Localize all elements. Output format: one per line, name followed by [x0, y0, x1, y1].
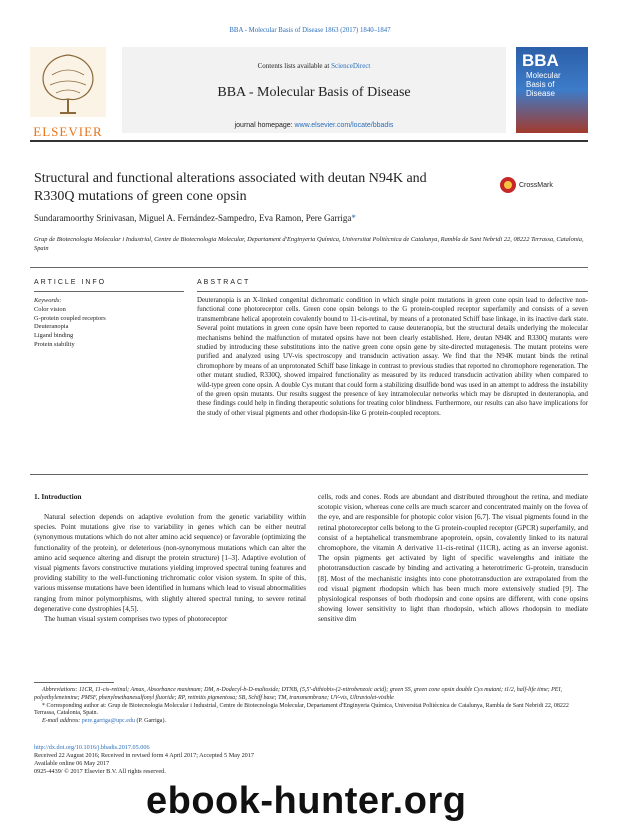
abstract-heading: ABSTRACT: [197, 279, 251, 286]
header-rule: [30, 140, 588, 142]
affiliation-rule: [30, 267, 588, 268]
cover-sub2: Basis of: [526, 80, 555, 89]
crossmark-icon: [500, 177, 516, 193]
keyword-item: G-protein coupled receptors: [34, 314, 106, 322]
crossmark-button[interactable]: [500, 177, 553, 193]
keyword-item: Deuteranopia: [34, 323, 69, 331]
contents-prefix: Contents lists available at: [257, 62, 332, 70]
intro-paragraph: The human visual system comprises two types of photoreceptor: [44, 615, 228, 624]
article-info-rule: [34, 291, 184, 292]
intro-heading: 1. Introduction: [34, 492, 82, 501]
footnote-rule: [34, 682, 114, 683]
article-info-heading: ARTICLE INFO: [34, 279, 107, 286]
intro-left-column: [34, 512, 306, 624]
cover-sub3: Disease: [526, 89, 555, 98]
copyright: 0925-4439/ © 2017 Elsevier B.V. All rights reserved.: [34, 768, 166, 775]
cover-sub1: Molecular: [526, 71, 561, 80]
footnotes: [34, 687, 588, 726]
elsevier-tree-icon: [30, 47, 106, 117]
email-link[interactable]: pere.garriga@upc.edu: [81, 718, 135, 725]
article-title: [34, 170, 474, 206]
journal-homepage: [122, 122, 506, 129]
keyword-item: Ligand binding: [34, 332, 74, 340]
keywords-label: Keywords:: [34, 297, 62, 304]
crossmark-label: CrossMark: [519, 181, 553, 189]
elsevier-wordmark: ELSEVIER: [33, 124, 103, 139]
homepage-label: journal homepage:: [234, 122, 295, 129]
email-footnote: [34, 718, 588, 726]
contents-available: [122, 62, 506, 71]
article-title-line2: R330Q mutations of green cone opsin: [34, 189, 247, 204]
intro-right-column: [318, 492, 588, 625]
keyword-item: Protein stability: [34, 340, 75, 348]
keywords-block: [34, 297, 184, 350]
abstract-bottom-rule: [30, 474, 588, 475]
email-label: E-mail address:: [42, 718, 82, 725]
watermark: ebook-hunter.org: [146, 780, 467, 822]
abstract-rule: [197, 291, 588, 292]
intro-paragraph: Natural selection depends on adaptive evolution from the genetic variability within species. Point mutations give rise to variability in genes which can be either neutral (synonymous mutations which do not alter amino acid sequence) or favorable (optimizing the functionality of the protein), or deleterious (non-synonymous mutations which can alter the amino acid sequence altering and disrupt the protein structure) [1–3]. Adaptive evolution of visual pigments favors constructive mutations yielding improved spectral tuning features and providing stability to the well-functioning trichromatic color vision system. In spite of this, various missense mutations have been identified in humans which lead to visual abnormalities ranging from minor polymorphisms, with slightly altered spectral tuning, to severe retinal degenerative cone dystrophies [4,5].: [34, 513, 306, 613]
received-dates: Received 22 August 2016; Received in revised form 4 April 2017; Accepted 5 May 2017: [34, 752, 254, 759]
corresponding-footnote: * Corresponding author at: Grup de Biotecnologia Molecular i Industrial, Centre de Biotecnologia Molecular, Departament d'Enginyeria Química, Universitat Politècnica de Catalunya, Rambla de Sant Nebridi 22, 08222 Terrassa, Catalonia, Spain.: [34, 702, 569, 717]
publication-info: [34, 744, 434, 776]
doi-link[interactable]: http://dx.doi.org/10.1016/j.bbadis.2017.05.006: [34, 744, 150, 751]
abstract-text: Deuteranopia is an X-linked congenital dichromatic condition in which single point mutations in green cone opsin lead to defective non-functional cone photoreceptor cells. Green cone opsin belongs to the G protein-coupled receptor superfamily and consists of a seven transmembrane helical apoprotein covalently bound to 11-cis-retinal, by means of a protonated Schiff base linkage, in its inactive dark state. Several point mutations in green cone opsin have been reported to cause deuteranopia, but the structural details underlying the molecular mechanisms behind the malfunction of mutated opsins have not been clearly established. Here, deutan N94K and R330Q mutants were studied by introducing these substitutions into the native green cone opsin gene by site-directed mutagenesis. The mutant proteins were purified and analyzed using UV-vis spectroscopy and transducin activation assay. We find that the N94K mutant binds the retinal chromophore by means of an unprotonated Schiff base linkage in contrast to previous studies that reported no chromophore regeneration. The other mutant studied, R330Q, showed impaired functionality as measured by its reduced transducin activation ability when compared to wild-type green cone opsin. A double Cys mutant that could form a stabilizing disulfide bond was used in an attempt to address the instability of the green opsin mutants. Our results suggest the presence of key intramolecular networks which may be disrupted in deuteranopia, and these findings could help in finding therapeutic solutions for treating color blindness. Furthermore, our results can also have implications for the study of other visual pigments and other rhodopsin-like G protein-coupled receptors.: [197, 297, 588, 417]
elsevier-logo: [30, 47, 106, 139]
sciencedirect-link[interactable]: ScienceDirect: [331, 62, 371, 70]
abbreviations-footnote: Abbreviations: 11CR, 11-cis-retinal; Amax, Absorbance maximum; DM, n-Dodecyl-b-D-maltoside; DTNB, (5,5'-dithiobis-(2-nitrobenzoic acid); green SS, green cone opsin double Cys mutant; t1/2, half-life time; PEI, polyethyleneimine; PMSF, phenylmethanesulfonyl fluoride; RP, retinitis pigmentosa; SB, Schiff base; TM, transmembrane; UV-vis, Ultraviolet-visible: [34, 687, 562, 701]
corresponding-marker[interactable]: *: [351, 213, 356, 223]
keyword-item: Color vision: [34, 305, 66, 313]
journal-title: BBA - Molecular Basis of Disease: [217, 85, 411, 100]
article-title-line1: Structural and functional alterations associated with deutan N94K and: [34, 171, 427, 186]
cover-title: BBA: [522, 51, 559, 70]
intro-paragraph: cells, rods and cones. Rods are abundant and distributed throughout the retina, and mediate scotopic vision, whereas cone cells are much scarcer and concentrated mainly on the fovea of the eye, and are responsible for photopic color vision [6,7]. The visual pigments found in the retinal photoreceptor cells belong to the G protein-coupled receptor (GPCR) superfamily, and consist of a heptahelical transmembrane apoprotein, opsin, covalently linked to its natural chromophore, the vitamin A derivative 11-cis-retinal (11CR), acting as an inverse agonist. The opsin pigments get activated by light of specific wavelengths and initiate the phototransduction cascade by binding and activating a heterotrimeric G-protein, transducin [8]. Most of the mechanistic insights into cone phototransduction are extrapolated from the rod visual pigment rhodopsin which has been much more extensively studied [9]. The physiological responses of both rhodopsin and cone opsins are different, with cone opsins showing lower sensitivity to light than rhodopsin, which allows rhodopsin to mediate sensitive dim: [318, 493, 588, 624]
homepage-url[interactable]: www.elsevier.com/locate/bbadis: [294, 122, 394, 129]
authors: [34, 213, 574, 223]
email-suffix: (P. Garriga).: [134, 718, 166, 725]
journal-header: [122, 47, 506, 133]
affiliation: Grup de Biotecnologia Molecular i Industrial, Centre de Biotecnologia Molecular, Departament d'Enginyeria Química, Universitat Politècnica de Catalunya, Rambla de Sant Nebridi 22, 08222 Terrassa, Catalonia, Spain: [34, 236, 584, 252]
author-list: Sundaramoorthy Srinivasan, Miguel A. Fernández-Sampedro, Eva Ramon, Pere Garriga: [34, 213, 352, 223]
running-header[interactable]: BBA - Molecular Basis of Disease 1863 (2017) 1840–1847: [229, 27, 391, 34]
available-online: Available online 06 May 2017: [34, 760, 110, 767]
journal-cover: [516, 47, 588, 133]
